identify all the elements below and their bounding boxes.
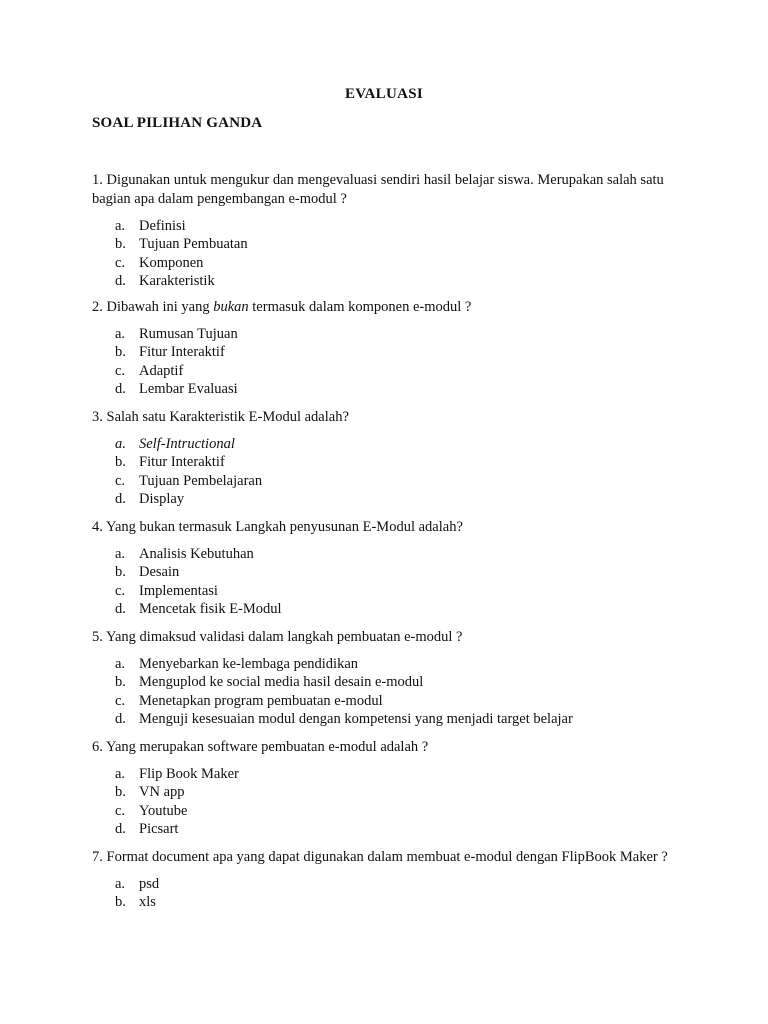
question-2 (92, 298, 692, 398)
option-text: Menguplod ke social media hasil desain e-modul (139, 674, 424, 691)
option-letter: a. (115, 218, 126, 234)
option-text: Fitur Interaktif (139, 454, 225, 471)
option-letter: b. (115, 236, 126, 253)
option-letter: c. (115, 254, 126, 271)
option-letter: b. (115, 674, 126, 691)
question-text (92, 298, 692, 317)
option-text: xls (139, 894, 156, 911)
option-text: Karakteristik (139, 272, 215, 289)
option-letter: b. (115, 344, 126, 361)
option-list (92, 325, 692, 398)
option-d (92, 272, 692, 290)
option-letter: d. (115, 272, 126, 289)
option-b (92, 235, 692, 253)
option-b (92, 453, 692, 471)
option-letter: c. (115, 472, 126, 489)
question-text-start: 2. Dibawah ini yang (92, 299, 214, 315)
option-text: Rumusan Tujuan (139, 326, 238, 342)
option-d (92, 600, 692, 618)
question-5 (92, 628, 692, 728)
option-letter: a. (115, 766, 126, 782)
option-letter: d. (115, 710, 126, 727)
option-letter: b. (115, 454, 126, 471)
option-b (92, 343, 692, 361)
option-a (92, 325, 692, 343)
question-text-emphasis: bukan (213, 299, 249, 315)
question-text: 4. Yang bukan termasuk Langkah penyusunan E-Modul adalah? (92, 519, 463, 535)
question-6 (92, 738, 692, 838)
page-title: EVALUASI (345, 86, 423, 102)
option-b (92, 783, 692, 801)
option-letter: d. (115, 380, 126, 397)
option-c (92, 362, 692, 380)
option-c (92, 582, 692, 600)
option-d (92, 380, 692, 398)
option-letter: c. (115, 582, 126, 599)
option-text: Mencetak fisik E-Modul (139, 600, 282, 617)
option-letter: d. (115, 600, 126, 617)
option-text: Menetapkan program pembuatan e-modul (139, 692, 383, 709)
option-list (92, 217, 692, 290)
option-text: Youtube (139, 802, 188, 819)
option-c (92, 254, 692, 272)
option-text: Tujuan Pembelajaran (139, 472, 263, 489)
option-text: Definisi (139, 218, 186, 234)
option-a (92, 217, 692, 235)
option-text: Komponen (139, 254, 204, 271)
option-text: Desain (139, 564, 180, 581)
option-c (92, 472, 692, 490)
option-letter: a. (115, 436, 126, 452)
option-text: Adaptif (139, 362, 184, 379)
option-letter: b. (115, 564, 126, 581)
option-letter: a. (115, 656, 126, 672)
section-heading: SOAL PILIHAN GANDA (92, 115, 263, 131)
option-b (92, 673, 692, 691)
question-text: 5. Yang dimaksud validasi dalam langkah pembuatan e-modul ? (92, 629, 463, 645)
question-4 (92, 518, 692, 618)
option-text: Tujuan Pembuatan (139, 236, 248, 253)
option-list (92, 875, 692, 912)
option-text: Display (139, 490, 185, 507)
option-text: Menyebarkan ke-lembaga pendidikan (139, 656, 359, 672)
option-d (92, 490, 692, 508)
question-text-end: termasuk dalam komponen e-modul ? (248, 299, 472, 315)
option-letter: d. (115, 490, 126, 507)
question-text: 3. Salah satu Karakteristik E-Modul adalah? (92, 409, 349, 425)
option-text: VN app (139, 784, 185, 801)
option-a (92, 655, 692, 673)
option-letter: c. (115, 802, 126, 819)
option-letter: a. (115, 326, 126, 342)
option-d (92, 710, 692, 728)
option-text: Picsart (139, 820, 179, 837)
option-text: Flip Book Maker (139, 766, 239, 782)
option-text: Menguji kesesuaian modul dengan kompetensi yang menjadi target belajar (139, 710, 573, 727)
question-1 (92, 171, 692, 290)
question-3 (92, 408, 692, 508)
option-text: psd (139, 876, 160, 892)
option-text: Analisis Kebutuhan (139, 546, 254, 562)
option-c (92, 802, 692, 820)
option-list (92, 435, 692, 508)
option-d (92, 820, 692, 838)
question-text: 7. Format document apa yang dapat digunakan dalam membuat e-modul dengan FlipBook Maker ? (92, 849, 668, 865)
option-b (92, 893, 692, 911)
question-text: 6. Yang merupakan software pembuatan e-modul adalah ? (92, 739, 429, 755)
option-c (92, 692, 692, 710)
option-list (92, 655, 692, 728)
option-letter: d. (115, 820, 126, 837)
option-letter: b. (115, 784, 126, 801)
question-7 (92, 848, 692, 912)
option-letter: c. (115, 362, 126, 379)
option-a (92, 435, 692, 453)
option-letter: a. (115, 876, 126, 892)
option-list (92, 765, 692, 838)
option-letter: b. (115, 894, 126, 911)
option-letter: c. (115, 692, 126, 709)
option-letter: a. (115, 546, 126, 562)
option-a (92, 875, 692, 893)
option-text: Implementasi (139, 582, 218, 599)
option-b (92, 563, 692, 581)
option-a (92, 545, 692, 563)
option-list (92, 545, 692, 618)
question-text: 1. Digunakan untuk mengukur dan mengevaluasi sendiri hasil belajar siswa. Merupakan salah satu bagian apa dalam pengembangan e-modul ? (92, 172, 664, 207)
option-a (92, 765, 692, 783)
option-text: Lembar Evaluasi (139, 380, 238, 397)
option-text: Self-Intructional (139, 436, 235, 452)
option-text: Fitur Interaktif (139, 344, 225, 361)
